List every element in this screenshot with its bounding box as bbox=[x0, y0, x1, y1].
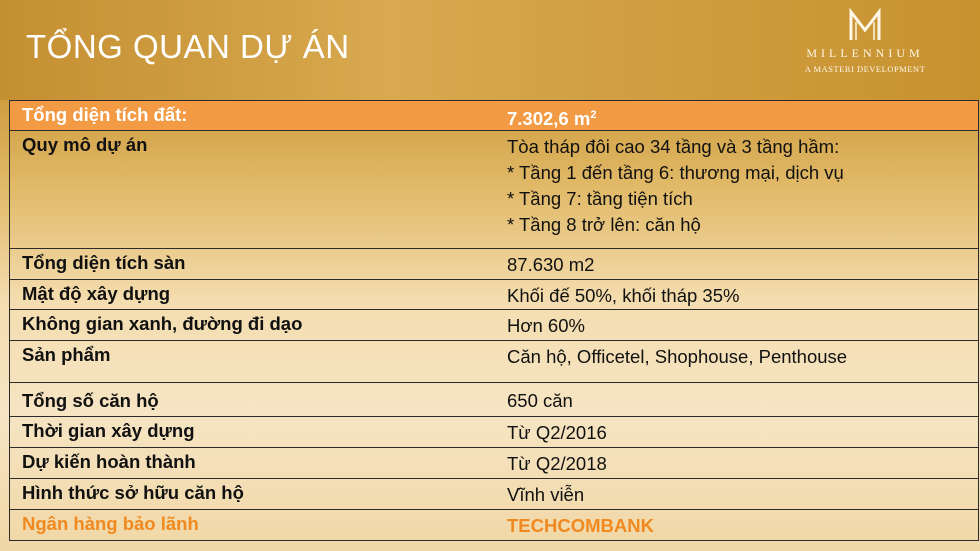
value-line: * Tầng 1 đến tầng 6: thương mại, dịch vụ bbox=[507, 162, 844, 183]
project-overview-table bbox=[9, 100, 979, 541]
row-value bbox=[495, 101, 978, 130]
value-line: Vĩnh viễn bbox=[507, 484, 585, 505]
row-label: Dự kiến hoàn thành bbox=[22, 451, 196, 472]
value-line: 650 căn bbox=[507, 390, 573, 411]
slide-title: TỔNG QUAN DỰ ÁN bbox=[26, 28, 350, 65]
table-row-ownership bbox=[10, 479, 978, 510]
row-label: Tổng diện tích đất: bbox=[22, 104, 188, 125]
table-row-completion bbox=[10, 448, 978, 479]
row-label: Không gian xanh, đường đi dạo bbox=[22, 313, 303, 334]
value-line: Tòa tháp đôi cao 34 tầng và 3 tầng hầm: bbox=[507, 136, 840, 157]
row-value bbox=[495, 310, 978, 340]
value-line: Căn hộ, Officetel, Shophouse, Penthouse bbox=[507, 346, 848, 367]
table-row-density bbox=[10, 280, 978, 310]
logo-name: MILLENNIUM bbox=[806, 46, 924, 60]
table-row-land-area bbox=[10, 101, 978, 131]
row-label: Quy mô dự án bbox=[22, 134, 148, 155]
row-label: Hình thức sở hữu căn hộ bbox=[22, 482, 244, 503]
table-row-green-space bbox=[10, 310, 978, 341]
value-line: * Tầng 7: tầng tiện tích bbox=[507, 188, 693, 209]
value-line: Hơn 60% bbox=[507, 315, 585, 336]
value-text: 7.302,6 m bbox=[507, 108, 591, 130]
table-row-products bbox=[10, 341, 978, 383]
value-superscript: 2 bbox=[590, 109, 597, 121]
row-value bbox=[495, 249, 978, 279]
table-row-guarantee-bank bbox=[10, 510, 978, 540]
table-row-project-scale bbox=[10, 131, 978, 249]
value-line: 87.630 m2 bbox=[507, 254, 595, 275]
row-label: Tổng số căn hộ bbox=[22, 390, 159, 411]
millennium-logo bbox=[780, 8, 950, 88]
row-value bbox=[495, 341, 978, 382]
row-value bbox=[495, 510, 978, 540]
row-label: Tổng diện tích sàn bbox=[22, 252, 186, 273]
row-label: Ngân hàng bảo lãnh bbox=[22, 513, 199, 534]
row-value bbox=[495, 417, 978, 447]
table-row-construction-time bbox=[10, 417, 978, 448]
row-label: Thời gian xây dựng bbox=[22, 420, 195, 441]
row-label: Mật độ xây dựng bbox=[22, 283, 171, 304]
row-value bbox=[495, 280, 978, 309]
value-line: Khối đế 50%, khối tháp 35% bbox=[507, 285, 740, 306]
value-line: TECHCOMBANK bbox=[507, 515, 654, 536]
m-monogram-icon bbox=[847, 8, 883, 44]
value-line: * Tầng 8 trở lên: căn hộ bbox=[507, 214, 701, 235]
row-label: Sản phẩm bbox=[22, 344, 111, 365]
table-row-total-units bbox=[10, 383, 978, 417]
header-band bbox=[0, 0, 980, 100]
value-line: Từ Q2/2016 bbox=[507, 422, 607, 443]
row-value bbox=[495, 448, 978, 478]
row-value bbox=[495, 383, 978, 416]
value-line: Từ Q2/2018 bbox=[507, 453, 607, 474]
row-value bbox=[495, 131, 978, 248]
row-value bbox=[495, 479, 978, 509]
table-row-floor-area bbox=[10, 249, 978, 280]
logo-subtitle: A MASTERI DEVELOPMENT bbox=[804, 64, 926, 74]
